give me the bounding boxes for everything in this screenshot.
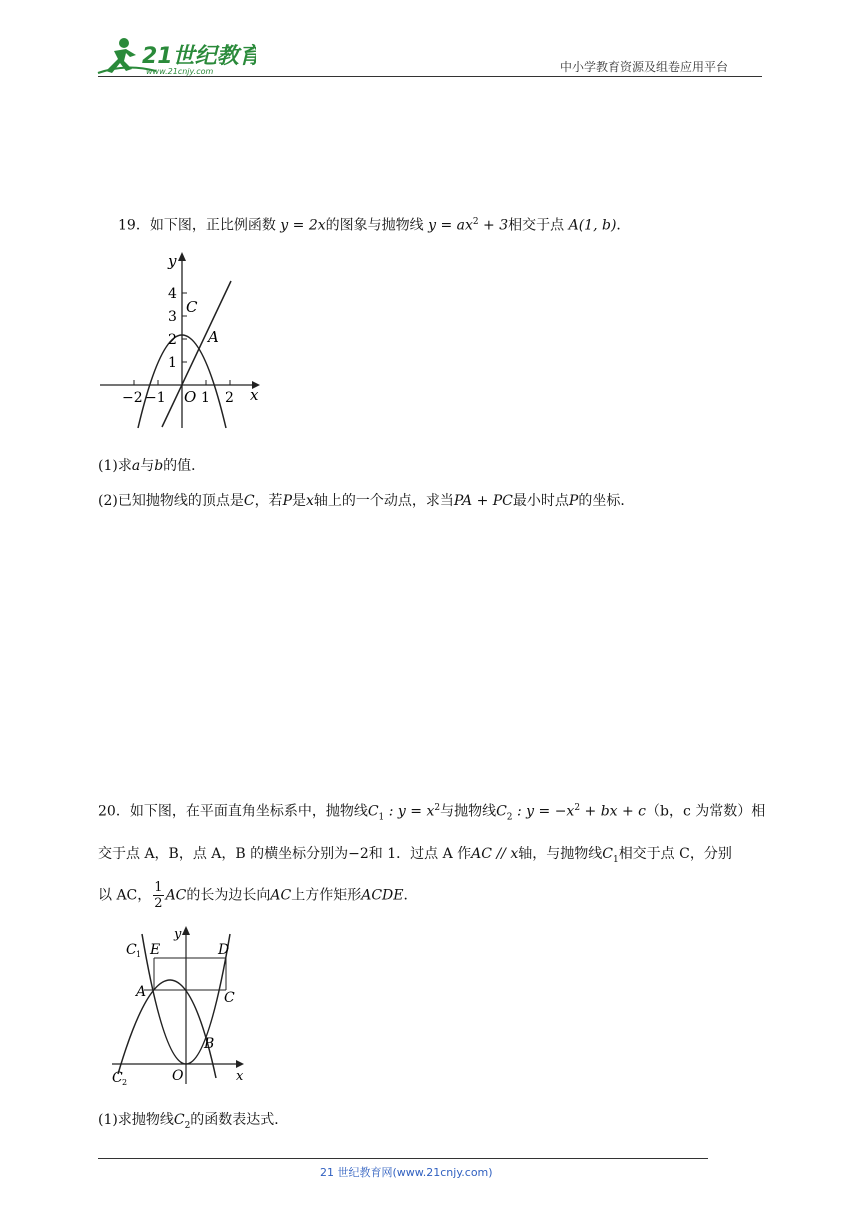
q19-graph: [98, 248, 268, 442]
svg-text:1: 1: [168, 355, 177, 371]
q19-sub1: (1)求a与b的值．: [98, 458, 206, 474]
svg-text:C: C: [186, 298, 198, 316]
q20-stem-line2: 交于点 A，B，点 A，B 的横坐标分别为−2和 1．过点 A 作AC // x轴，与抛物线$C_1$相交于点 C，分别: [98, 846, 732, 865]
svg-text:C: C: [224, 990, 235, 1006]
header-divider: [98, 76, 762, 77]
svg-text:x: x: [236, 1069, 244, 1084]
svg-text:4: 4: [168, 286, 177, 302]
header-platform-text: 中小学教育资源及组卷应用平台: [560, 60, 729, 74]
q19-stem: 19．如下图，正比例函数 y = 2x的图象与抛物线 $y = ax^2 + 3$相交于点 A(1, b)．: [118, 217, 631, 234]
svg-text:O: O: [172, 1068, 184, 1084]
q20-sub1: (1)求抛物线$C_2$的函数表达式．: [98, 1112, 289, 1131]
svg-text:E: E: [150, 942, 161, 958]
svg-text:y: y: [168, 252, 177, 270]
q20-stem-line3: 以 AC， $\frac{1}{2}$ AC的长为边长向AC上方作矩形ACDE．: [98, 880, 418, 911]
site-logo: [96, 33, 256, 77]
logo-url: www.21cnjy.com: [146, 67, 214, 76]
svg-text:D: D: [218, 942, 230, 958]
q20-stem-line1: 20．如下图，在平面直角坐标系中，抛物线$C_1$ : $y = x^2$与抛物线$C_2$ : $y = -x^2$ + bx + c（b，c 为常数）相: [98, 803, 766, 823]
svg-text:3: 3: [168, 309, 177, 325]
svg-text:O: O: [184, 388, 197, 406]
logo-text: 21世纪教育: [142, 44, 256, 69]
svg-text:A: A: [208, 328, 219, 346]
q20-graph: [108, 924, 253, 1092]
svg-text:2: 2: [168, 332, 177, 348]
svg-text:2: 2: [122, 1078, 128, 1087]
svg-text:x: x: [250, 386, 259, 404]
svg-text:1: 1: [201, 390, 210, 406]
svg-text:2: 2: [225, 390, 234, 406]
svg-text:−1: −1: [145, 390, 166, 406]
svg-text:C: C: [112, 1070, 123, 1086]
q19-sub2: (2)已知抛物线的顶点是C，若P是x轴上的一个动点，求当PA + PC最小时点P的坐标．: [98, 493, 635, 509]
footer-link[interactable]: 21 世纪教育网(www.21cnjy.com): [320, 1166, 493, 1179]
svg-text:A: A: [136, 984, 147, 1000]
svg-text:C: C: [126, 942, 137, 958]
footer-divider: [98, 1158, 708, 1159]
svg-text:1: 1: [136, 950, 142, 959]
svg-text:y: y: [174, 927, 182, 942]
svg-text:B: B: [204, 1036, 215, 1052]
parabola-c2: [118, 980, 216, 1078]
fraction-one-half: $\frac{1}{2}$: [154, 880, 163, 911]
svg-text:−2: −2: [122, 390, 143, 406]
